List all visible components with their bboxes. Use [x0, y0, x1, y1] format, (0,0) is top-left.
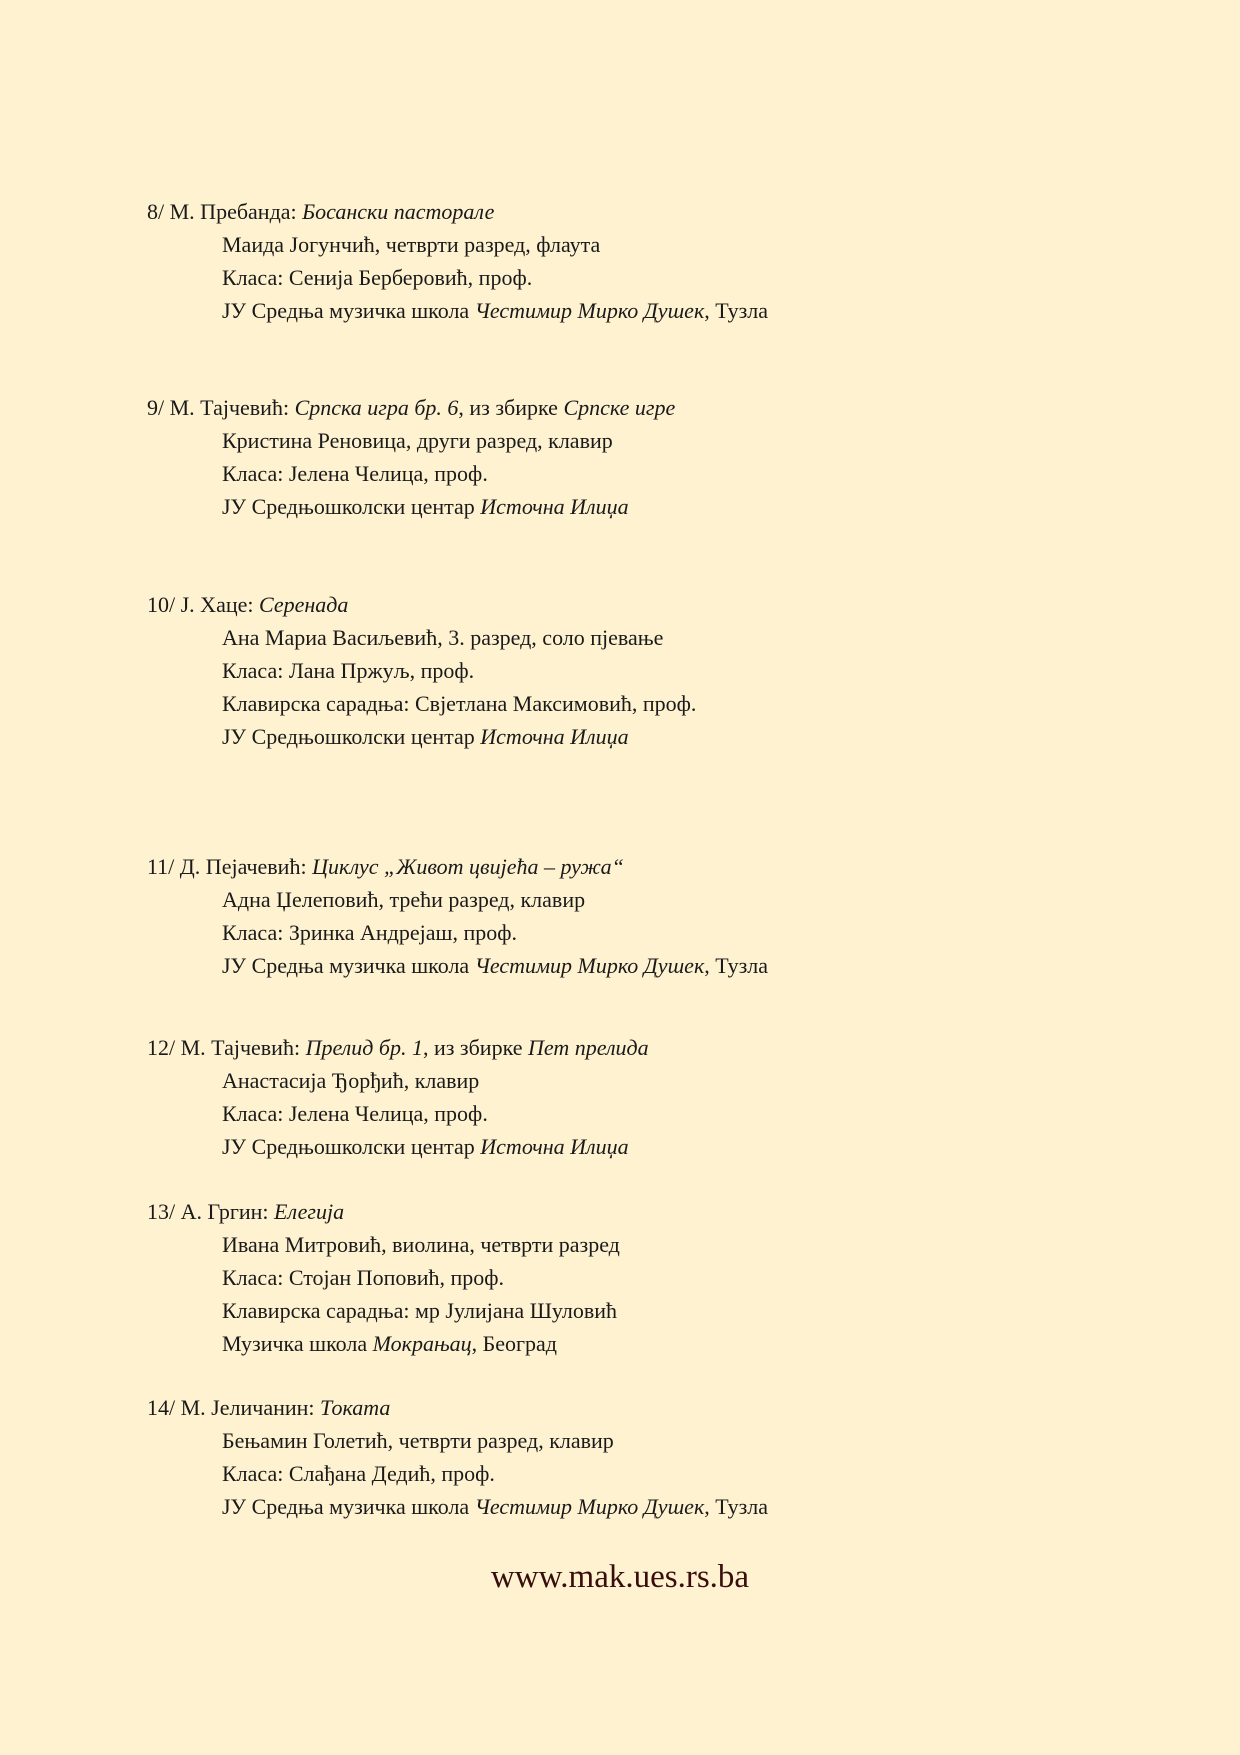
teacher-class: Класа: Лана Пржуљ, проф. — [222, 658, 475, 683]
school — [147, 1130, 649, 1163]
entry-number: 9/ — [147, 395, 165, 420]
entry-heading — [147, 851, 768, 883]
performer: Кристина Реновица, други разред, клавир — [222, 428, 613, 453]
program-entry-13 — [147, 1196, 620, 1360]
entry-number: 14/ — [147, 1395, 176, 1420]
teacher-class: Класа: Слађана Дедић, проф. — [222, 1461, 495, 1486]
composer: Д. Пејачевић: — [179, 854, 307, 879]
entry-heading — [147, 392, 675, 424]
entry-heading — [147, 1196, 620, 1228]
performer: Ивана Митровић, виолина, четврти разред — [222, 1232, 620, 1257]
school — [147, 294, 768, 327]
school-city: , Тузла — [704, 1494, 769, 1519]
entry-number: 8/ — [147, 199, 165, 224]
entry-heading — [147, 589, 696, 621]
entry-number: 10/ — [147, 592, 176, 617]
collection-title: Пет прелида — [527, 1035, 649, 1060]
accompanist: Клавирска сарадња: Свјетлана Максимовић, проф. — [222, 691, 697, 716]
school-name: Честимир Мирко Душек — [474, 1494, 705, 1519]
school-prefix: ЈУ Средњошколски центар — [222, 724, 475, 749]
school-city: , Тузла — [704, 953, 769, 978]
performer: Адна Џелеповић, трећи разред, клавир — [222, 887, 586, 912]
entry-heading — [147, 1032, 649, 1064]
school-prefix: ЈУ Средња музичка школа — [222, 953, 470, 978]
program-entry-9 — [147, 392, 675, 523]
entry-heading — [147, 196, 768, 228]
program-entry-12 — [147, 1032, 649, 1163]
school-city: , Београд — [471, 1331, 557, 1356]
school — [147, 490, 675, 523]
teacher-class: Класа: Јелена Челица, проф. — [222, 1101, 488, 1126]
footer-url: www.mak.ues.rs.ba — [490, 1559, 750, 1595]
composer: А. Гргин: — [180, 1199, 269, 1224]
teacher-class: Класа: Стојан Поповић, проф. — [222, 1265, 505, 1290]
work-title: Босански пасторале — [302, 199, 495, 224]
entry-number: 13/ — [147, 1199, 176, 1224]
composer: М. Јеличанин: — [180, 1395, 315, 1420]
school-prefix: ЈУ Средња музичка школа — [222, 298, 470, 323]
collection-title: Српске игре — [563, 395, 676, 420]
collection-connector: , из збирке — [458, 395, 558, 420]
school-name: Мокрањац — [372, 1331, 472, 1356]
school-prefix: ЈУ Средњошколски центар — [222, 1134, 475, 1159]
composer: М. Тајчевић: — [180, 1035, 301, 1060]
teacher-class: Класа: Зринка Андрејаш, проф. — [222, 920, 517, 945]
performer: Анастасија Ђорђић, клавир — [222, 1068, 480, 1093]
school — [147, 1327, 620, 1360]
entry-number: 11/ — [147, 854, 175, 879]
work-title: Токата — [320, 1395, 391, 1420]
performer: Маида Јогунчић, четврти разред, флаута — [222, 232, 601, 257]
performer: Бењамин Голетић, четврти разред, клавир — [222, 1428, 614, 1453]
program-entry-11 — [147, 851, 768, 982]
work-title: Прелид бр. 1 — [305, 1035, 423, 1060]
school-name: Честимир Мирко Душек — [474, 953, 705, 978]
school-prefix: ЈУ Средњошколски центар — [222, 494, 475, 519]
school-name: Честимир Мирко Душек — [474, 298, 705, 323]
teacher-class: Класа: Сенија Берберовић, проф. — [222, 265, 533, 290]
school-name: Источна Илиџа — [480, 494, 629, 519]
school — [147, 720, 696, 753]
program-entry-10 — [147, 589, 696, 753]
composer: М. Пребанда: — [169, 199, 297, 224]
school-prefix: ЈУ Средња музичка школа — [222, 1494, 470, 1519]
composer: М. Тајчевић: — [169, 395, 290, 420]
school-city: , Тузла — [704, 298, 769, 323]
composer: Ј. Хаце: — [180, 592, 254, 617]
school — [147, 949, 768, 982]
school-name: Источна Илиџа — [480, 724, 629, 749]
work-title: Српска игра бр. 6 — [294, 395, 459, 420]
entry-heading — [147, 1392, 768, 1424]
work-title: Елегија — [274, 1199, 345, 1224]
school-name: Источна Илиџа — [480, 1134, 629, 1159]
entry-number: 12/ — [147, 1035, 176, 1060]
collection-connector: , из збирке — [422, 1035, 523, 1060]
school-prefix: Музичка школа — [222, 1331, 368, 1356]
program-entry-14 — [147, 1392, 768, 1523]
program-entry-8 — [147, 196, 768, 327]
accompanist: Клавирска сарадња: мр Јулијана Шуловић — [222, 1298, 618, 1323]
work-title: Циклус „Живот цвијећа – ружа“ — [312, 854, 624, 879]
teacher-class: Класа: Јелена Челица, проф. — [222, 461, 488, 486]
work-title: Серенада — [259, 592, 349, 617]
performer: Ана Мариа Васиљевић, 3. разред, соло пјевање — [222, 625, 664, 650]
school — [147, 1490, 768, 1523]
